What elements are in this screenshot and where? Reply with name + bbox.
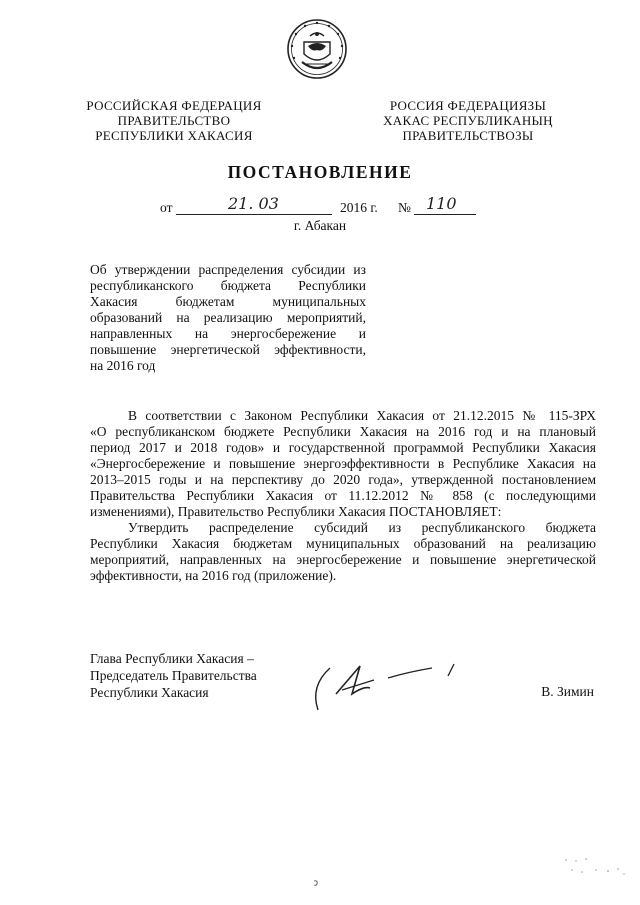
header-left [76,98,272,143]
page-mark [312,878,322,888]
signer-line: Глава Республики Хакасия – [90,651,254,666]
body-line: «О республиканском бюджете Республики Хакасия на 2016 год и на плановый [90,424,596,439]
subject-line: на 2016 год [90,358,156,373]
handwritten-signature [308,650,478,720]
subject-line: республиканского бюджета Республики [90,278,366,293]
year-label: 2016 г. [340,200,378,215]
signer-line: Председатель Правительства [90,668,257,683]
subject-line: Хакасия бюджетам муниципальных [90,294,366,309]
body-line: Республики Хакасия бюджетам муниципальных образований на реализацию [90,536,596,551]
header-left-line: РЕСПУБЛИКИ ХАКАСИЯ [95,128,253,143]
body-line: эффективности, на 2016 год (приложение). [90,568,337,583]
body-line: «Энергосбережение и повышение энергоэффективности в Республике Хакасия на [90,456,596,471]
header-left-line: РОССИЙСКАЯ ФЕДЕРАЦИЯ [86,98,262,113]
subject-block [90,262,366,374]
body-line: В соответствии с Законом Республики Хакасия от 21.12.2015 № 115-ЗРХ [128,408,596,423]
header-right-line: ПРАВИТЕЛЬСТВОЗЫ [402,128,534,143]
signer-block [90,650,257,701]
document-title: ПОСТАНОВЛЕНИЕ [227,162,413,182]
scan-noise [560,856,630,880]
coat-of-arms-icon [286,18,348,80]
signer-name: В. Зимин [541,684,594,699]
number-underline [414,214,476,215]
date-prefix: от [160,200,173,215]
city-label: г. Абакан [293,218,347,233]
number-handwritten: 110 [426,194,457,213]
header-right [368,98,568,143]
signer-line: Республики Хакасия [90,685,209,700]
body-text [90,408,596,584]
header-right-line: ХАКАС РЕСПУБЛИКАНЫҢ [383,113,553,128]
subject-line: Об утверждении распределения субсидии из [90,262,366,277]
subject-line: направленных на энергосбережение и [90,326,366,341]
body-line: мероприятий, направленных на энергосбережение и повышение энергетической [90,552,596,567]
body-line: изменениями), Правительство Республики Хакасия ПОСТАНОВЛЯЕТ: [90,504,502,519]
body-line: Правительства Республики Хакасия от 11.12.2012 № 858 (с последующими [90,488,596,503]
date-handwritten: 21. 03 [228,194,279,213]
body-line: период 2017 и 2018 годов» и государственной программой Республики Хакасия [90,440,596,455]
header-right-line: РОССИЯ ФЕДЕРАЦИЯЗЫ [389,98,547,113]
number-sign: № [398,200,411,215]
subject-line: образований на реализацию мероприятий, [90,310,366,325]
body-line: 2013–2015 годы и на перспективу до 2020 года», утвержденной постановлением [90,472,596,487]
subject-line: повышение энергетической эффективности, [90,342,366,357]
date-underline [176,214,332,215]
header-left-line: ПРАВИТЕЛЬСТВО [117,113,231,128]
body-line: Утвердить распределение субсидий из республиканского бюджета [128,520,596,535]
